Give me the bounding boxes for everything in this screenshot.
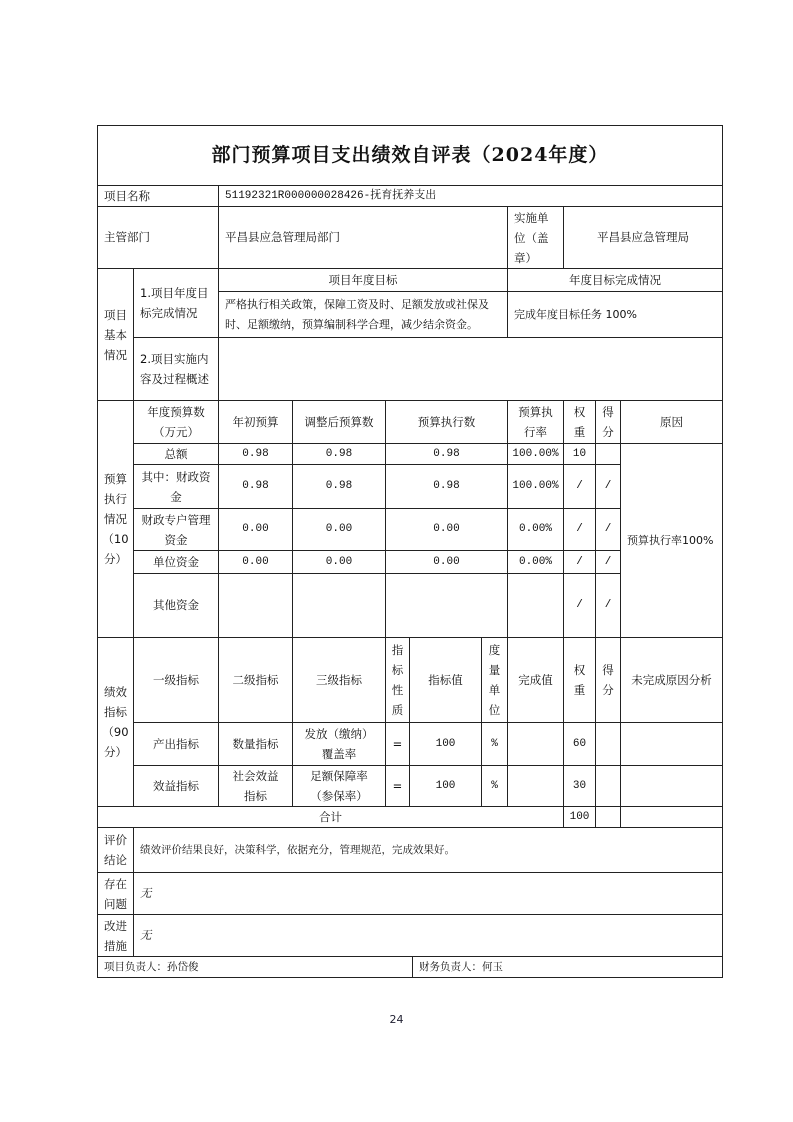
problems-text: 无 [133, 872, 723, 915]
budget-row-adjusted: 0.00 [292, 508, 386, 551]
perf-row-nature: = [385, 722, 410, 766]
perf-row-unit: % [481, 722, 508, 766]
performance-label: 绩效指标（90分） [97, 637, 134, 807]
item2-label: 2.项目实施内容及过程概述 [133, 337, 219, 401]
budget-row-rate: 100.00% [507, 443, 564, 465]
budget-row-score: / [595, 550, 621, 574]
perf-row-score [595, 765, 621, 807]
perf-header-score: 得分 [595, 637, 621, 723]
problems-label: 存在问题 [97, 872, 134, 915]
item2-text [218, 337, 723, 401]
perf-header-reason: 未完成原因分析 [620, 637, 723, 723]
completion-text: 完成年度目标任务 100% [507, 291, 723, 338]
perf-header-weight: 权重 [563, 637, 596, 723]
budget-row-rate [507, 573, 564, 638]
perf-row-reason [620, 722, 723, 766]
total-label: 合计 [97, 806, 564, 828]
item1-label: 1.项目年度目标完成情况 [133, 268, 219, 338]
improvements-text: 无 [133, 914, 723, 957]
budget-row-weight: / [563, 550, 596, 574]
budget-row-adjusted [292, 573, 386, 638]
perf-header-level1: 一级指标 [133, 637, 219, 723]
perf-row-done [507, 765, 564, 807]
perf-row-reason [620, 765, 723, 807]
perf-header-nature: 指标性质 [385, 637, 410, 723]
budget-row-executed [385, 573, 508, 638]
budget-header-adjusted: 调整后预算数 [292, 400, 386, 444]
page-number: 24 [389, 1013, 404, 1026]
goal-header: 项目年度目标 [218, 268, 508, 292]
budget-row-executed: 0.00 [385, 508, 508, 551]
perf-row-level3: 发放（缴纳）覆盖率 [292, 722, 386, 766]
budget-row-executed: 0.98 [385, 443, 508, 465]
budget-row-initial [218, 573, 293, 638]
budget-row-name: 总额 [133, 443, 219, 465]
impl-unit-value: 平昌县应急管理局 [563, 206, 723, 269]
budget-row-initial: 0.98 [218, 464, 293, 509]
budget-row-weight: / [563, 508, 596, 551]
budget-row-name: 财政专户管理资金 [133, 508, 219, 551]
form-title: 部门预算项目支出绩效自评表（2024年度） [97, 125, 723, 186]
budget-header-executed: 预算执行数 [385, 400, 508, 444]
budget-row-score: / [595, 464, 621, 509]
perf-row-nature: = [385, 765, 410, 807]
budget-row-executed: 0.00 [385, 550, 508, 574]
budget-row-rate: 100.00% [507, 464, 564, 509]
total-blank [620, 806, 723, 828]
perf-row-level2: 社会效益指标 [218, 765, 293, 807]
budget-row-weight: / [563, 464, 596, 509]
department-value: 平昌县应急管理局部门 [218, 206, 508, 269]
perf-row-value: 100 [409, 722, 482, 766]
budget-header-score: 得分 [595, 400, 621, 444]
project-lead: 项目负责人：孙岱俊 [97, 956, 413, 978]
goal-text: 严格执行相关政策，保障工资及时、足额发放或社保及时、足额缴纳，预算编制科学合理，减少结余资金。 [218, 291, 508, 338]
budget-row-score [595, 443, 621, 465]
completion-header: 年度目标完成情况 [507, 268, 723, 292]
improvements-label: 改进措施 [97, 914, 134, 957]
perf-row-weight: 60 [563, 722, 596, 766]
impl-unit-label: 实施单位（盖章） [507, 206, 564, 269]
budget-header-initial: 年初预算 [218, 400, 293, 444]
perf-header-done: 完成值 [507, 637, 564, 723]
total-score [595, 806, 621, 828]
budget-row-adjusted: 0.00 [292, 550, 386, 574]
perf-row-score [595, 722, 621, 766]
perf-row-level3: 足额保障率（参保率） [292, 765, 386, 807]
perf-header-level3: 三级指标 [292, 637, 386, 723]
budget-row-name: 其中：财政资金 [133, 464, 219, 509]
total-weight: 100 [563, 806, 596, 828]
budget-reason: 预算执行率100% [620, 443, 723, 638]
basic-info-label: 项目基本情况 [97, 268, 134, 401]
budget-row-initial: 0.00 [218, 508, 293, 551]
perf-row-value: 100 [409, 765, 482, 807]
project-name-label: 项目名称 [97, 185, 219, 207]
budget-label: 预算执行情况（10分） [97, 400, 134, 638]
budget-row-name: 其他资金 [133, 573, 219, 638]
perf-row-unit: % [481, 765, 508, 807]
conclusion-label: 评价结论 [97, 827, 134, 873]
budget-row-rate: 0.00% [507, 508, 564, 551]
budget-row-adjusted: 0.98 [292, 443, 386, 465]
budget-header-reason: 原因 [620, 400, 723, 444]
budget-row-rate: 0.00% [507, 550, 564, 574]
budget-row-initial: 0.98 [218, 443, 293, 465]
perf-row-level2: 数量指标 [218, 722, 293, 766]
perf-header-level2: 二级指标 [218, 637, 293, 723]
perf-row-level1: 产出指标 [133, 722, 219, 766]
perf-row-level1: 效益指标 [133, 765, 219, 807]
perf-row-done [507, 722, 564, 766]
budget-header-rate: 预算执行率 [507, 400, 564, 444]
perf-header-unit: 度量单位 [481, 637, 508, 723]
budget-row-score: / [595, 508, 621, 551]
department-label: 主管部门 [97, 206, 219, 269]
budget-row-initial: 0.00 [218, 550, 293, 574]
budget-row-executed: 0.98 [385, 464, 508, 509]
budget-row-weight: 10 [563, 443, 596, 465]
budget-header-weight: 权重 [563, 400, 596, 444]
finance-lead: 财务负责人：何玉 [412, 956, 723, 978]
perf-row-weight: 30 [563, 765, 596, 807]
project-name-value: 51192321R000000028426-抚育抚养支出 [218, 185, 723, 207]
budget-row-score: / [595, 573, 621, 638]
budget-header-annual: 年度预算数（万元） [133, 400, 219, 444]
perf-header-value: 指标值 [409, 637, 482, 723]
conclusion-text: 绩效评价结果良好，决策科学，依据充分，管理规范，完成效果好。 [133, 827, 723, 873]
budget-row-adjusted: 0.98 [292, 464, 386, 509]
budget-row-weight: / [563, 573, 596, 638]
budget-row-name: 单位资金 [133, 550, 219, 574]
